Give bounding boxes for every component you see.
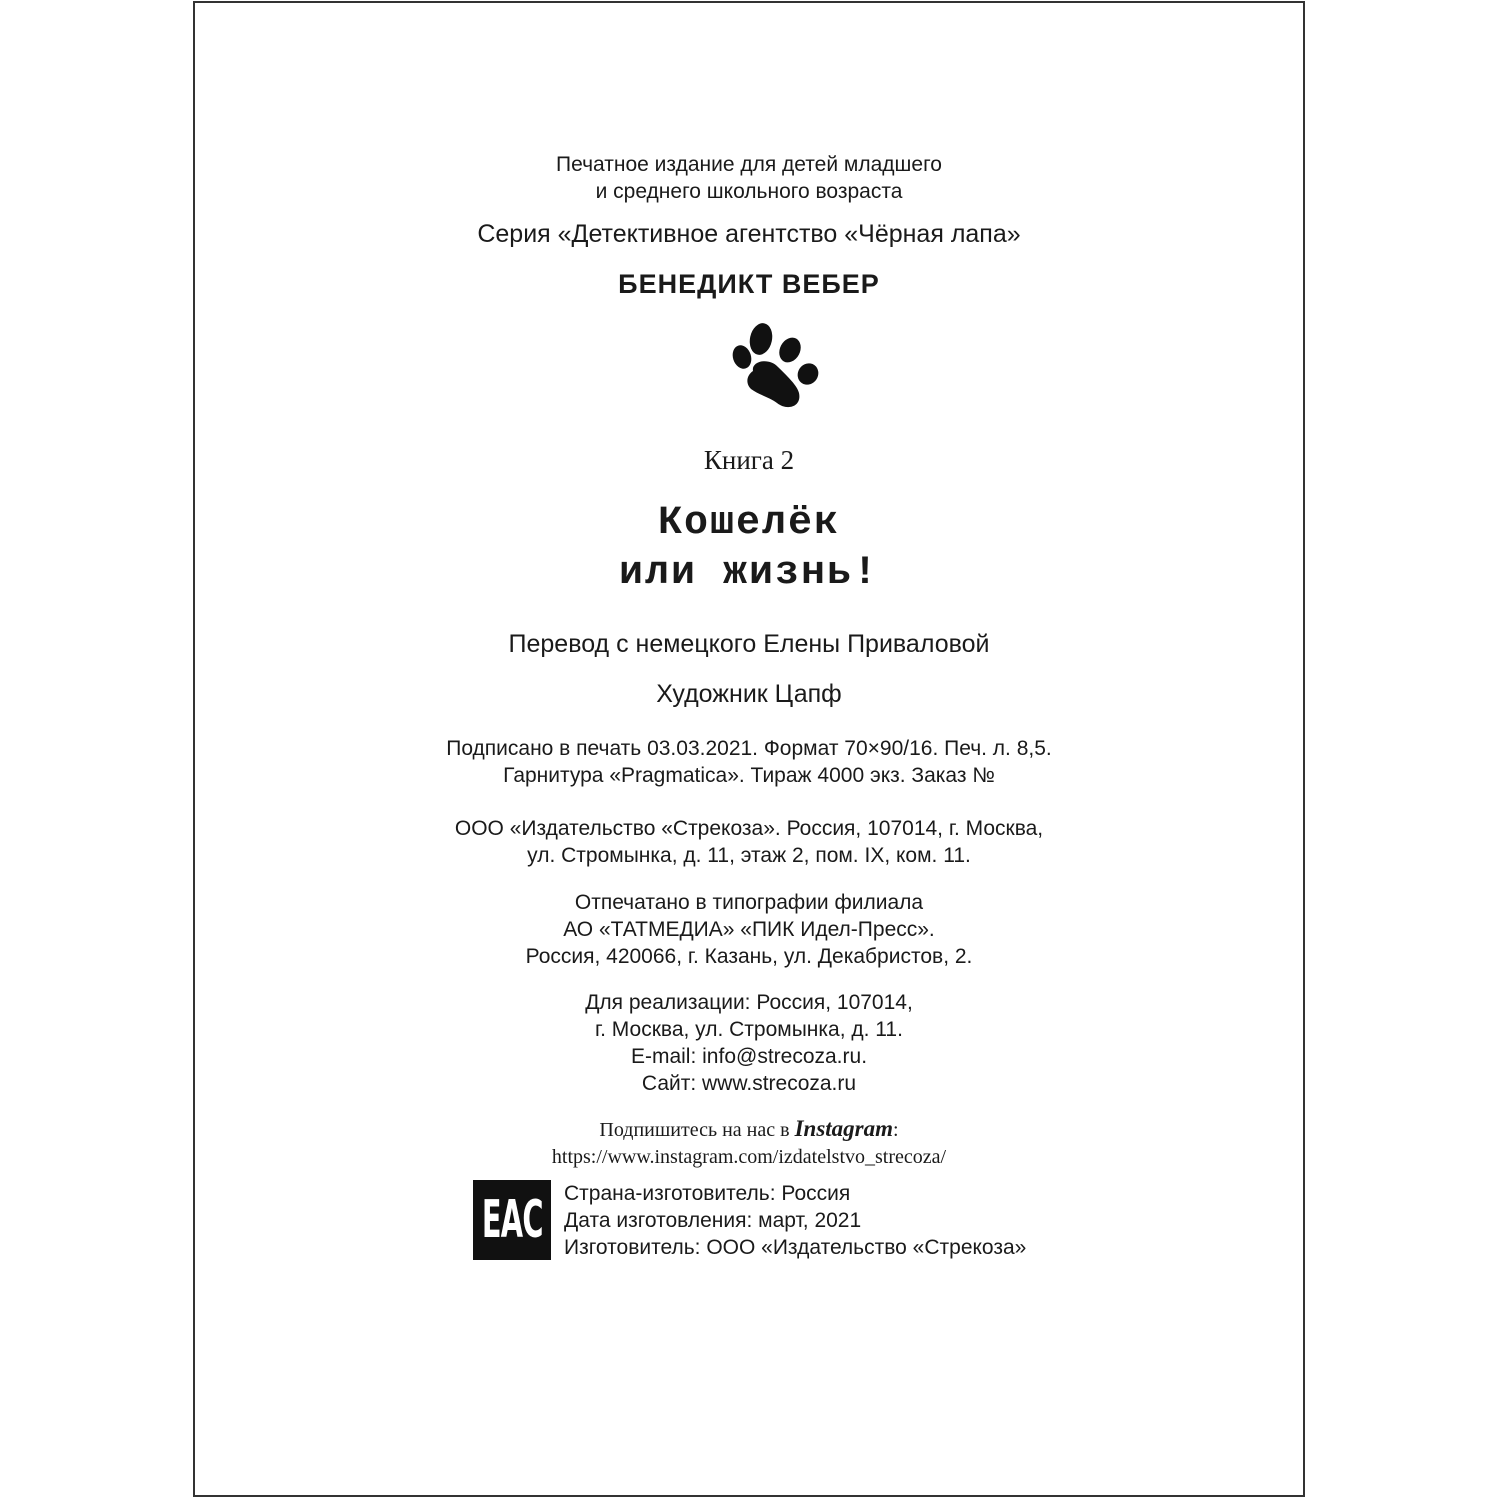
audience-note	[195, 151, 1303, 205]
publisher-address-line-1: ООО «Издательство «Стрекоза». Россия, 107014, г. Москва,	[454, 817, 1044, 840]
manufacturer-country: Страна-изготовитель: Россия	[564, 1182, 851, 1205]
instagram-url: https://www.instagram.com/izdatelstvo_strecoza/	[551, 1146, 947, 1168]
artist-credit: Художник Цапф	[656, 680, 842, 708]
printer-info-line-3: Россия, 420066, г. Казань, ул. Декабристов, 2.	[525, 945, 973, 968]
distribution-line-2: г. Москва, ул. Стромынка, д. 11.	[595, 1018, 903, 1041]
series-title: Серия «Детективное агентство «Чёрная лапа»	[477, 220, 1021, 248]
manufacturer-info	[564, 1180, 1026, 1261]
print-details-line-1: Подписано в печать 03.03.2021. Формат 70×90/16. Печ. л. 8,5.	[446, 737, 1052, 760]
eac-mark-text: EAC	[481, 1190, 543, 1250]
translator-credit: Перевод с немецкого Елены Приваловой	[508, 630, 990, 658]
printer-info	[195, 889, 1303, 970]
instagram-suffix: :	[893, 1119, 899, 1141]
printer-info-line-1: Отпечатано в типографии филиала	[574, 891, 924, 914]
book-number: Книга 2	[703, 445, 795, 475]
book-title-line-1: Кошелёк	[657, 501, 841, 546]
audience-note-line-2: и среднего школьного возраста	[595, 180, 903, 203]
paw-print-icon	[731, 319, 821, 411]
manufacturer-name: Изготовитель: ООО «Издательство «Стрекоза»	[564, 1236, 1027, 1259]
publisher-address	[195, 815, 1303, 869]
distribution-email: E-mail: info@strecoza.ru.	[630, 1045, 868, 1068]
book-title-line-2: или жизнь!	[618, 551, 880, 596]
author-name: БЕНЕДИКТ ВЕБЕР	[618, 269, 880, 299]
audience-note-line-1: Печатное издание для детей младшего	[556, 153, 942, 176]
manufacture-date: Дата изготовления: март, 2021	[564, 1209, 862, 1232]
print-details-line-2: Гарнитура «Pragmatica». Тираж 4000 экз. Заказ №	[503, 764, 995, 787]
eac-certification-mark-icon	[473, 1180, 551, 1260]
instagram-promo-line	[195, 1115, 1303, 1144]
distribution-contacts	[195, 989, 1303, 1097]
print-details	[195, 735, 1303, 789]
distribution-website: Сайт: www.strecoza.ru	[641, 1072, 857, 1095]
page-frame	[193, 1, 1305, 1497]
publisher-address-line-2: ул. Стромынка, д. 11, этаж 2, пом. IX, ком. 11.	[527, 844, 971, 867]
book-title	[195, 499, 1303, 599]
instagram-prefix: Подпишитесь на нас в	[599, 1119, 795, 1141]
instagram-promo	[195, 1115, 1303, 1171]
instagram-brand: Instagram	[794, 1116, 894, 1141]
printer-info-line-2: АО «ТАТМЕДИА» «ПИК Идел-Пресс».	[563, 918, 935, 941]
distribution-line-1: Для реализации: Россия, 107014,	[585, 991, 913, 1014]
